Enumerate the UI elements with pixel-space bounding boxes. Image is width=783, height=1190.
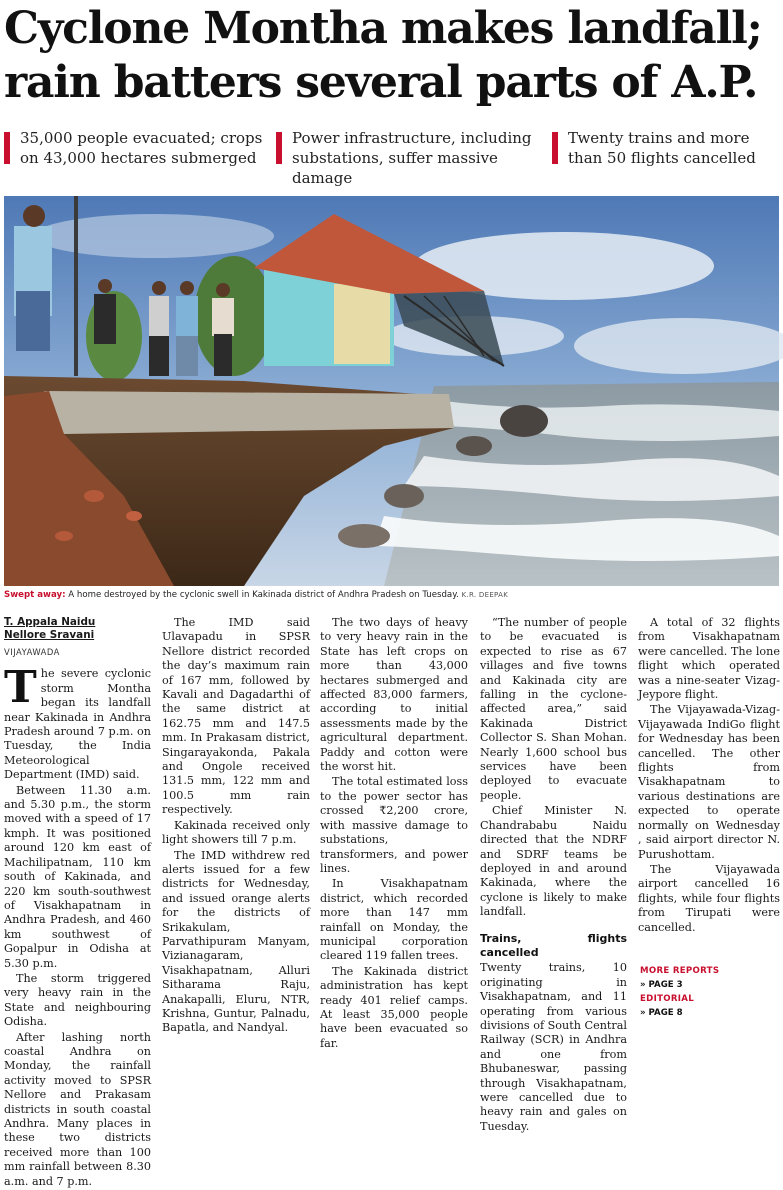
article-column-1: [4, 616, 151, 1190]
article-paragraph: The two days of heavy to very heavy rain in the State has left crops on more than 43,000 hectares submerged and affected 83,000 farmers, according to initial assessments made by the agricultural department. Paddy and cotton were the worst hit.: [320, 616, 468, 774]
article-paragraph: The IMD withdrew red alerts issued for a few districts for Wednesday, and issued orange alerts for the districts of Srikakulam, Parvathipuram Manyam, Vizianagaram, Visakhapatnam, Alluri Sitharama Raju, Anakapalli, Eluru, NTR, Krishna, Guntur, Palnadu, Bapatla, and Nandyal.: [162, 848, 310, 1035]
highlight-line: on 43,000 hectares submerged: [20, 149, 257, 167]
article-column-5: [638, 616, 780, 936]
article-paragraph: The Vijayawada-Vizag-Vijayawada IndiGo flight for Wednesday has been cancelled. The other flights from Visakhapatnam to various destinations are expected to operate normally on Wednesday , said airport director N. Purushottam.: [638, 703, 780, 861]
article-column-2: [162, 616, 310, 1037]
article-paragraph: “The number of people to be evacuated is expected to rise as 67 villages and five towns and Kakinada city are falling in the cyclone-affected area,” said Kakinada District Collector S. Shan Mohan. Nearly 1,600 school bus services have been deployed to evacuate people.: [480, 616, 627, 802]
article-paragraph: Between 11.30 a.m. and 5.30 p.m., the storm moved with a speed of 17 kmph. It was positioned around 120 km east of Machilipatnam, 110 km south of Kakinada, and 220 km south-southwest of Visakhapatnam in Andhra Pradesh, and 460 km southwest of Gopalpur in Odisha at 5.30 p.m.: [4, 783, 151, 970]
drop-cap: T: [4, 662, 37, 714]
highlights: [4, 128, 780, 187]
article-paragraph: The Vijayawada airport cancelled 16 flights, while four flights from Tirupati were cancelled.: [638, 862, 780, 934]
article-paragraph: The storm triggered very heavy rain in the State and neighbouring Odisha.: [4, 971, 151, 1029]
article-paragraph: Twenty trains, 10 originating in Visakhapatnam, and 11 operating from various divisions of South Central Railway (SCR) in Andhra and one from Bhubaneswar, passing through Visakhapatnam, were cancelled due to heavy rain and gales on Tuesday.: [480, 961, 627, 1133]
headline-line-2: rain batters several parts of A.P.: [4, 57, 758, 108]
photo-caption: [4, 590, 780, 600]
article-paragraph-continued: After lashing north coastal Andhra on Monday, the rainfall activity moved to SPSR Nellore and Prakasam districts in south coastal Andhra. Many places in these two districts received more than 100 mm rainfall between 8.30 a.m. and 7 p.m.: [4, 1030, 151, 1188]
highlight-line: Power infrastructure, including: [292, 129, 532, 147]
highlight-power: [276, 128, 546, 187]
headline: [4, 2, 780, 110]
news-photo: [4, 196, 779, 586]
photo-illustration: [4, 196, 779, 586]
more-reports-label: MORE REPORTS: [640, 966, 720, 976]
dateline: VIJAYAWADA: [4, 647, 60, 657]
highlight-transport: [552, 128, 782, 172]
article-paragraph: Kakinada received only light showers till 7 p.m.: [162, 818, 310, 847]
article-column-4: [480, 616, 627, 1135]
byline-author-1: T. Appala Naidu: [4, 616, 96, 628]
article-paragraph: The total estimated loss to the power sector has crossed ₹2,200 crore, with massive damage to substations, transformers, and power lines.: [320, 775, 468, 875]
caption-text: A home destroyed by the cyclonic swell in Kakinada district of Andhra Pradesh on Tuesday.: [65, 590, 462, 600]
article-paragraph: In Visakhapatnam district, which recorded more than 147 mm rainfall on Monday, the municipal corporation cleared 119 fallen trees.: [320, 877, 468, 963]
article-paragraph: The Kakinada district administration has kept ready 401 relief camps. At least 35,000 people have been evacuated so far.: [320, 964, 468, 1050]
editorial-page-link[interactable]: » PAGE 8: [640, 1008, 683, 1018]
paragraph-text: he severe cyclonic storm Montha began its landfall near Kakinada in Andhra Pradesh around 7 p.m. on Tuesday, the India Meteorological Department (IMD) said.: [4, 667, 151, 782]
highlight-line: 35,000 people evacuated; crops: [20, 129, 263, 147]
highlight-evacuation: [4, 128, 266, 172]
highlight-line: than 50 flights cancelled: [568, 149, 756, 167]
article-paragraph: [4, 662, 151, 782]
article-paragraph: A total of 32 flights from Visakhapatnam were cancelled. The lone flight which operated was a nine-seater Vizag-Jeypore flight.: [638, 616, 780, 702]
caption-lead: Swept away:: [4, 590, 66, 600]
more-reports-page-link[interactable]: » PAGE 3: [640, 980, 683, 990]
article-column-3: [320, 616, 468, 1052]
article-paragraph: Chief Minister N. Chandrababu Naidu directed that the NDRF and SDRF teams be deployed in and around Kakinada, where the cyclone is likely to make landfall.: [480, 804, 627, 919]
headline-line-1: Cyclone Montha makes landfall;: [4, 3, 762, 54]
highlight-line: Twenty trains and more: [568, 129, 750, 147]
more-reports-box: [640, 964, 780, 1020]
highlight-line: substations, suffer massive damage: [292, 149, 498, 187]
article-paragraph: The IMD said Ulavapadu in SPSR Nellore district recorded the day’s maximum rain of 167 mm, followed by Kavali and Dagadarthi of the same district at 162.75 mm and 147.5 mm. In Prakasam district, Singarayakonda, Pakala and Ongole received 131.5 mm, 122 mm and 100.5 mm rain respectively.: [162, 616, 310, 817]
byline-author-2: Nellore Sravani: [4, 629, 95, 641]
photo-credit: K.R. DEEPAK: [461, 591, 509, 599]
editorial-label: EDITORIAL: [640, 994, 695, 1004]
section-subhead: Trains, flights cancelled: [480, 931, 627, 959]
